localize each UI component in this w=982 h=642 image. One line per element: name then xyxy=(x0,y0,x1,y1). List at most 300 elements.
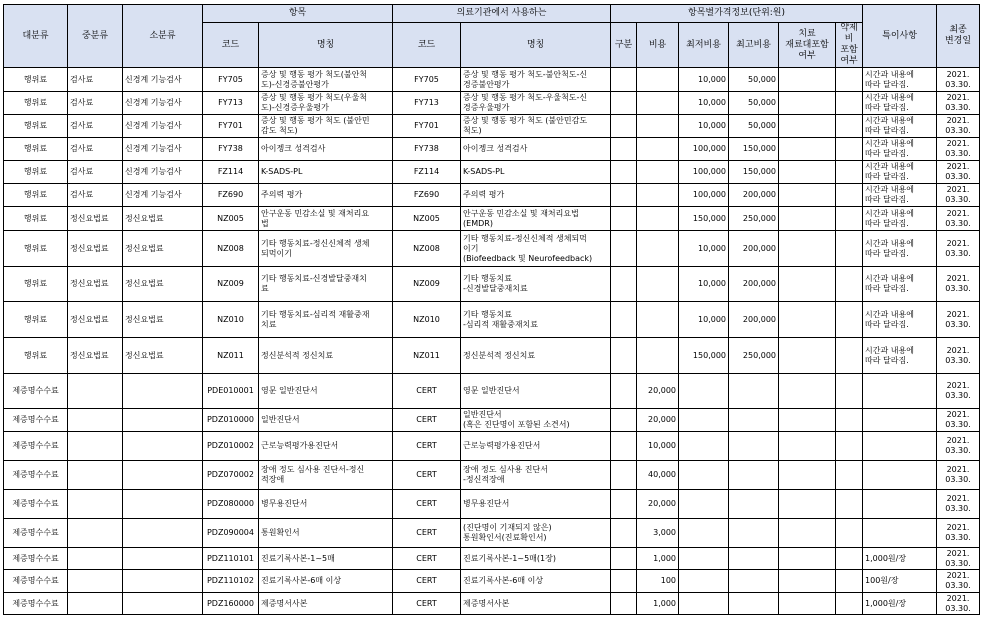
cell-last-changed: 2021. 03.30. xyxy=(937,570,980,593)
cell-inst-name: 진료기록사본-1~5매(1장) xyxy=(461,548,611,570)
table-row xyxy=(4,161,980,184)
cell-cost xyxy=(637,207,679,231)
cell-max-cost: 50,000 xyxy=(729,115,779,138)
cell-middle: 정신요법료 xyxy=(68,231,123,267)
cell-remarks xyxy=(863,409,937,432)
cell-remarks: 시간과 내용에 따라 달라짐. xyxy=(863,267,937,302)
header-inst-code: 코드 xyxy=(393,23,461,68)
cell-remarks: 시간과 내용에 따라 달라짐. xyxy=(863,207,937,231)
cell-middle xyxy=(68,548,123,570)
cell-max-cost xyxy=(729,593,779,615)
cell-code: PDZ110102 xyxy=(203,570,259,593)
cell-major: 제증명수수료 xyxy=(4,461,68,490)
cell-major: 행위료 xyxy=(4,207,68,231)
cell-minor: 정신요법료 xyxy=(123,207,203,231)
cell-drug-included xyxy=(836,138,863,161)
cell-min-cost: 150,000 xyxy=(679,338,729,374)
cell-material-included xyxy=(779,548,836,570)
cell-material-included xyxy=(779,374,836,409)
cell-middle xyxy=(68,490,123,519)
cell-division xyxy=(611,374,637,409)
cell-major: 행위료 xyxy=(4,302,68,338)
cell-inst-name: 기타 행동치료-정신신체적 생체되먹 이기 (Biofeedback 및 Neurofeedback) xyxy=(461,231,611,267)
cell-remarks: 1,000원/장 xyxy=(863,593,937,615)
cell-inst-code: CERT xyxy=(393,593,461,615)
cell-code: PDE010001 xyxy=(203,374,259,409)
cell-major: 행위료 xyxy=(4,115,68,138)
cell-min-cost: 10,000 xyxy=(679,68,729,92)
cell-minor: 신경계 기능검사 xyxy=(123,138,203,161)
header-min-cost: 최저비용 xyxy=(679,23,729,68)
cell-major: 제증명수수료 xyxy=(4,519,68,548)
cell-inst-name: 근로능력평가용진단서 xyxy=(461,432,611,461)
cell-cost: 20,000 xyxy=(637,490,679,519)
cell-minor xyxy=(123,593,203,615)
cell-middle: 검사료 xyxy=(68,92,123,115)
cell-cost: 100 xyxy=(637,570,679,593)
cell-inst-name: 장애 정도 심사용 진단서 -정신적장애 xyxy=(461,461,611,490)
cell-last-changed: 2021. 03.30. xyxy=(937,432,980,461)
cell-inst-name: (진단명이 기재되지 않은) 통원확인서(진료확인서) xyxy=(461,519,611,548)
cell-drug-included xyxy=(836,593,863,615)
cell-minor: 정신요법료 xyxy=(123,231,203,267)
header-inst-name: 명칭 xyxy=(461,23,611,68)
cell-last-changed: 2021. 03.30. xyxy=(937,593,980,615)
header-cost: 비용 xyxy=(637,23,679,68)
cell-inst-code: CERT xyxy=(393,432,461,461)
cell-name: 일반진단서 xyxy=(259,409,393,432)
header-max-cost: 최고비용 xyxy=(729,23,779,68)
cell-material-included xyxy=(779,302,836,338)
table-row xyxy=(4,432,980,461)
cell-name: 통원확인서 xyxy=(259,519,393,548)
cell-min-cost xyxy=(679,409,729,432)
cell-inst-code: CERT xyxy=(393,570,461,593)
cell-cost xyxy=(637,302,679,338)
cell-last-changed: 2021. 03.30. xyxy=(937,231,980,267)
cell-min-cost: 10,000 xyxy=(679,302,729,338)
cell-code: PDZ080000 xyxy=(203,490,259,519)
cell-remarks: 시간과 내용에 따라 달라짐. xyxy=(863,68,937,92)
cell-inst-code: FZ690 xyxy=(393,184,461,207)
table-row xyxy=(4,374,980,409)
cell-inst-code: NZ009 xyxy=(393,267,461,302)
cell-max-cost: 200,000 xyxy=(729,184,779,207)
cell-inst-code: CERT xyxy=(393,409,461,432)
cell-last-changed: 2021. 03.30. xyxy=(937,409,980,432)
cell-last-changed: 2021. 03.30. xyxy=(937,490,980,519)
cell-max-cost: 50,000 xyxy=(729,92,779,115)
cell-major: 제증명수수료 xyxy=(4,490,68,519)
header-material-included: 치료 재료대포함 여부 xyxy=(779,23,836,68)
cell-remarks xyxy=(863,432,937,461)
cell-material-included xyxy=(779,138,836,161)
cell-material-included xyxy=(779,519,836,548)
cell-inst-code: FY701 xyxy=(393,115,461,138)
cell-inst-name: 영문 일반진단서 xyxy=(461,374,611,409)
table-row xyxy=(4,570,980,593)
cell-code: NZ009 xyxy=(203,267,259,302)
header-item-group: 항목 xyxy=(203,5,393,23)
cell-min-cost xyxy=(679,593,729,615)
cell-cost: 1,000 xyxy=(637,593,679,615)
cell-middle: 정신요법료 xyxy=(68,267,123,302)
cell-major: 행위료 xyxy=(4,68,68,92)
cell-division xyxy=(611,570,637,593)
cell-min-cost xyxy=(679,519,729,548)
cell-remarks: 시간과 내용에 따라 달라짐. xyxy=(863,338,937,374)
cell-min-cost xyxy=(679,548,729,570)
cell-drug-included xyxy=(836,267,863,302)
table-row xyxy=(4,267,980,302)
cell-division xyxy=(611,548,637,570)
cell-division xyxy=(611,302,637,338)
cell-name: 아이젱크 성격검사 xyxy=(259,138,393,161)
cell-code: FZ690 xyxy=(203,184,259,207)
cell-name: 영문 일반진단서 xyxy=(259,374,393,409)
cell-remarks xyxy=(863,519,937,548)
cell-last-changed: 2021. 03.30. xyxy=(937,184,980,207)
cell-code: FY701 xyxy=(203,115,259,138)
cell-last-changed: 2021. 03.30. xyxy=(937,519,980,548)
cell-drug-included xyxy=(836,184,863,207)
cell-cost xyxy=(637,92,679,115)
cell-inst-name: 기타 행동치료 -신경발달중재치료 xyxy=(461,267,611,302)
cell-name: 진료기록사본-6매 이상 xyxy=(259,570,393,593)
table-row xyxy=(4,338,980,374)
cell-division xyxy=(611,490,637,519)
cell-material-included xyxy=(779,593,836,615)
cell-max-cost xyxy=(729,409,779,432)
cell-name: 병무용진단서 xyxy=(259,490,393,519)
table-row xyxy=(4,302,980,338)
cell-inst-name: 주의력 평가 xyxy=(461,184,611,207)
cell-min-cost: 10,000 xyxy=(679,267,729,302)
cell-middle: 검사료 xyxy=(68,68,123,92)
table-row xyxy=(4,461,980,490)
cell-max-cost: 250,000 xyxy=(729,338,779,374)
header-middle: 중분류 xyxy=(68,5,123,68)
cell-minor: 신경계 기능검사 xyxy=(123,115,203,138)
cell-drug-included xyxy=(836,548,863,570)
table-row xyxy=(4,68,980,92)
header-division: 구분 xyxy=(611,23,637,68)
cell-minor xyxy=(123,548,203,570)
cell-name: 정신분석적 정신치료 xyxy=(259,338,393,374)
cell-last-changed: 2021. 03.30. xyxy=(937,374,980,409)
cell-minor xyxy=(123,374,203,409)
cell-minor xyxy=(123,409,203,432)
cell-name: 증상 및 행동 평가 척도(우울척 도)-신경증우울평가 xyxy=(259,92,393,115)
cell-major: 행위료 xyxy=(4,231,68,267)
header-code: 코드 xyxy=(203,23,259,68)
cell-major: 제증명수수료 xyxy=(4,409,68,432)
cell-name: 증상 및 행동 평가 척도 (불안민 감도 척도) xyxy=(259,115,393,138)
cell-inst-code: CERT xyxy=(393,548,461,570)
cell-code: PDZ110101 xyxy=(203,548,259,570)
cell-min-cost: 150,000 xyxy=(679,207,729,231)
cell-max-cost xyxy=(729,519,779,548)
cell-last-changed: 2021. 03.30. xyxy=(937,338,980,374)
cell-major: 제증명수수료 xyxy=(4,593,68,615)
cell-cost: 40,000 xyxy=(637,461,679,490)
table-row xyxy=(4,490,980,519)
cell-minor xyxy=(123,461,203,490)
cell-major: 제증명수수료 xyxy=(4,570,68,593)
cell-inst-name: 증상 및 행동 평가 척도-우울척도-신 경증우울평가 xyxy=(461,92,611,115)
cell-drug-included xyxy=(836,302,863,338)
cell-minor: 신경계 기능검사 xyxy=(123,92,203,115)
cell-division xyxy=(611,92,637,115)
cell-drug-included xyxy=(836,490,863,519)
cell-material-included xyxy=(779,338,836,374)
cell-code: FZ114 xyxy=(203,161,259,184)
cell-division xyxy=(611,138,637,161)
cell-material-included xyxy=(779,207,836,231)
cell-last-changed: 2021. 03.30. xyxy=(937,115,980,138)
cell-last-changed: 2021. 03.30. xyxy=(937,461,980,490)
cell-max-cost: 200,000 xyxy=(729,302,779,338)
table-row xyxy=(4,231,980,267)
cell-inst-name: 안구운동 민감소실 및 재처리요법 (EMDR) xyxy=(461,207,611,231)
cell-material-included xyxy=(779,461,836,490)
cell-min-cost: 100,000 xyxy=(679,161,729,184)
cell-code: PDZ160000 xyxy=(203,593,259,615)
cell-division xyxy=(611,267,637,302)
cell-material-included xyxy=(779,570,836,593)
cell-inst-name: 제증명서사본 xyxy=(461,593,611,615)
table-row xyxy=(4,548,980,570)
cell-name: 주의력 평가 xyxy=(259,184,393,207)
cell-min-cost xyxy=(679,461,729,490)
cell-material-included xyxy=(779,409,836,432)
cell-code: NZ008 xyxy=(203,231,259,267)
cell-code: NZ005 xyxy=(203,207,259,231)
cell-name: 장애 정도 심사용 진단서-정신 적장애 xyxy=(259,461,393,490)
cell-code: FY705 xyxy=(203,68,259,92)
table-header xyxy=(4,5,980,68)
cell-material-included xyxy=(779,490,836,519)
cell-min-cost xyxy=(679,490,729,519)
cell-max-cost: 200,000 xyxy=(729,231,779,267)
cell-min-cost: 10,000 xyxy=(679,231,729,267)
cell-inst-code: NZ010 xyxy=(393,302,461,338)
cell-division xyxy=(611,338,637,374)
cell-cost: 10,000 xyxy=(637,432,679,461)
cell-max-cost xyxy=(729,461,779,490)
cell-max-cost: 200,000 xyxy=(729,267,779,302)
cell-drug-included xyxy=(836,570,863,593)
table-row xyxy=(4,138,980,161)
cell-code: NZ011 xyxy=(203,338,259,374)
cell-material-included xyxy=(779,68,836,92)
cell-min-cost: 100,000 xyxy=(679,138,729,161)
cell-inst-code: CERT xyxy=(393,519,461,548)
cell-last-changed: 2021. 03.30. xyxy=(937,68,980,92)
header-minor: 소분류 xyxy=(123,5,203,68)
cell-last-changed: 2021. 03.30. xyxy=(937,138,980,161)
cell-last-changed: 2021. 03.30. xyxy=(937,302,980,338)
cell-middle: 정신요법료 xyxy=(68,302,123,338)
cell-inst-name: 병무용진단서 xyxy=(461,490,611,519)
cell-material-included xyxy=(779,432,836,461)
cell-minor: 정신요법료 xyxy=(123,302,203,338)
cell-drug-included xyxy=(836,519,863,548)
table-row xyxy=(4,92,980,115)
cell-inst-name: 기타 행동치료 -심리적 재활중재치료 xyxy=(461,302,611,338)
cell-minor: 신경계 기능검사 xyxy=(123,184,203,207)
cell-max-cost xyxy=(729,374,779,409)
cell-code: PDZ090004 xyxy=(203,519,259,548)
cell-name: 기타 행동치료-심리적 재활중재 치료 xyxy=(259,302,393,338)
table-row xyxy=(4,409,980,432)
cell-minor: 정신요법료 xyxy=(123,267,203,302)
cell-cost: 20,000 xyxy=(637,409,679,432)
cell-max-cost xyxy=(729,570,779,593)
cell-max-cost xyxy=(729,490,779,519)
cell-division xyxy=(611,184,637,207)
cell-inst-code: FY705 xyxy=(393,68,461,92)
cell-min-cost xyxy=(679,432,729,461)
table-row xyxy=(4,593,980,615)
cell-middle: 검사료 xyxy=(68,161,123,184)
cell-max-cost xyxy=(729,548,779,570)
cell-code: PDZ010000 xyxy=(203,409,259,432)
cell-remarks xyxy=(863,490,937,519)
cell-minor xyxy=(123,490,203,519)
cell-inst-name: 아이젱크 성격검사 xyxy=(461,138,611,161)
cell-major: 제증명수수료 xyxy=(4,432,68,461)
cell-material-included xyxy=(779,231,836,267)
cell-minor xyxy=(123,570,203,593)
cell-last-changed: 2021. 03.30. xyxy=(937,548,980,570)
cell-min-cost xyxy=(679,570,729,593)
cell-name: K-SADS-PL xyxy=(259,161,393,184)
cell-drug-included xyxy=(836,231,863,267)
cell-major: 행위료 xyxy=(4,161,68,184)
table-row xyxy=(4,519,980,548)
cell-max-cost: 50,000 xyxy=(729,68,779,92)
cell-last-changed: 2021. 03.30. xyxy=(937,207,980,231)
cell-cost xyxy=(637,231,679,267)
cell-code: NZ010 xyxy=(203,302,259,338)
cell-inst-code: NZ005 xyxy=(393,207,461,231)
cell-max-cost: 150,000 xyxy=(729,138,779,161)
cell-major: 행위료 xyxy=(4,138,68,161)
cell-division xyxy=(611,231,637,267)
cell-name: 기타 행동치료-정신신체적 생체 되먹이기 xyxy=(259,231,393,267)
cell-middle xyxy=(68,519,123,548)
table-row xyxy=(4,184,980,207)
cell-inst-name: 진료기록사본-6매 이상 xyxy=(461,570,611,593)
header-remarks: 특이사항 xyxy=(863,5,937,68)
cell-division xyxy=(611,519,637,548)
cell-remarks xyxy=(863,461,937,490)
cell-major: 제증명수수료 xyxy=(4,374,68,409)
cell-middle xyxy=(68,570,123,593)
cell-middle xyxy=(68,593,123,615)
cell-inst-name: K-SADS-PL xyxy=(461,161,611,184)
cell-cost xyxy=(637,68,679,92)
cell-min-cost: 100,000 xyxy=(679,184,729,207)
cell-remarks: 시간과 내용에 따라 달라짐. xyxy=(863,184,937,207)
cell-division xyxy=(611,115,637,138)
cell-drug-included xyxy=(836,92,863,115)
cell-name: 진료기록사본-1~5매 xyxy=(259,548,393,570)
price-table xyxy=(3,4,980,615)
cell-middle: 정신요법료 xyxy=(68,338,123,374)
cell-cost: 3,000 xyxy=(637,519,679,548)
cell-cost xyxy=(637,138,679,161)
cell-code: FY738 xyxy=(203,138,259,161)
cell-min-cost xyxy=(679,374,729,409)
cell-max-cost xyxy=(729,432,779,461)
cell-inst-code: NZ011 xyxy=(393,338,461,374)
cell-cost xyxy=(637,184,679,207)
cell-cost xyxy=(637,267,679,302)
cell-material-included xyxy=(779,115,836,138)
cell-remarks xyxy=(863,374,937,409)
cell-major: 행위료 xyxy=(4,338,68,374)
cell-drug-included xyxy=(836,115,863,138)
cell-min-cost: 10,000 xyxy=(679,92,729,115)
cell-cost xyxy=(637,161,679,184)
cell-name: 근로능력평가용진단서 xyxy=(259,432,393,461)
cell-name: 기타 행동치료-신경발달중재치 료 xyxy=(259,267,393,302)
cell-cost xyxy=(637,115,679,138)
cell-minor xyxy=(123,519,203,548)
cell-division xyxy=(611,207,637,231)
cell-minor: 신경계 기능검사 xyxy=(123,68,203,92)
cell-remarks: 시간과 내용에 따라 달라짐. xyxy=(863,231,937,267)
cell-middle: 검사료 xyxy=(68,115,123,138)
cell-middle: 검사료 xyxy=(68,184,123,207)
cell-min-cost: 10,000 xyxy=(679,115,729,138)
cell-material-included xyxy=(779,92,836,115)
table-body xyxy=(4,68,980,615)
cell-inst-code: FY738 xyxy=(393,138,461,161)
cell-remarks: 시간과 내용에 따라 달라짐. xyxy=(863,92,937,115)
cell-drug-included xyxy=(836,409,863,432)
cell-remarks: 시간과 내용에 따라 달라짐. xyxy=(863,138,937,161)
header-institution-group: 의료기관에서 사용하는 xyxy=(393,5,611,23)
header-last-changed: 최종 변경일 xyxy=(937,5,980,68)
cell-drug-included xyxy=(836,432,863,461)
cell-minor: 정신요법료 xyxy=(123,338,203,374)
cell-major: 행위료 xyxy=(4,267,68,302)
table-row xyxy=(4,207,980,231)
cell-middle xyxy=(68,409,123,432)
cell-cost xyxy=(637,338,679,374)
cell-material-included xyxy=(779,161,836,184)
cell-remarks: 시간과 내용에 따라 달라짐. xyxy=(863,115,937,138)
cell-code: PDZ070002 xyxy=(203,461,259,490)
cell-drug-included xyxy=(836,338,863,374)
cell-division xyxy=(611,593,637,615)
cell-inst-name: 증상 및 행동 평가 척도 (불안민감도 척도) xyxy=(461,115,611,138)
cell-middle xyxy=(68,461,123,490)
cell-division xyxy=(611,68,637,92)
cell-material-included xyxy=(779,184,836,207)
cell-inst-name: 정신분석적 정신치료 xyxy=(461,338,611,374)
cell-code: PDZ010002 xyxy=(203,432,259,461)
cell-division xyxy=(611,409,637,432)
header-major: 대분류 xyxy=(4,5,68,68)
cell-code: FY713 xyxy=(203,92,259,115)
cell-inst-code: CERT xyxy=(393,374,461,409)
cell-max-cost: 150,000 xyxy=(729,161,779,184)
cell-inst-name: 증상 및 행동 평가 척도-불안척도-신 경증불안평가 xyxy=(461,68,611,92)
